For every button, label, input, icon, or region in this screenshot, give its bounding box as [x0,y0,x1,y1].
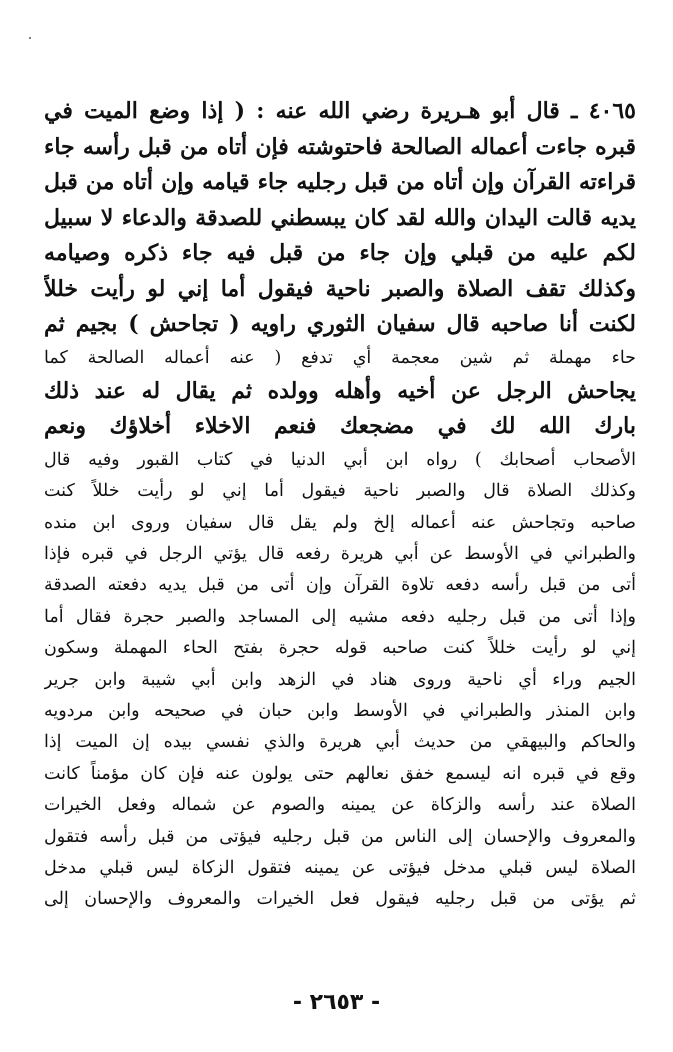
text-line: يديه قالت اليدان والله لقد كان يبسطني للصدقة والدعاء لا سبيل [44,204,636,231]
text-line: أتى من قبل رأسه دفعه تلاوة القرآن وإن أتى من قبل يديه دفعته الصدقة [44,575,636,596]
text-line: لكنت أنا صاحبه قال سفيان الثوري راويه ( تجاحش ) بجيم ثم [44,311,636,337]
text-line: صاحبه وتجاحش عنه أعماله إلخ ولم يقل قال سفيان وروى ابن منده [44,512,636,533]
text-line: والمعروف والإحسان إلى الناس من قبل رجليه فيؤتى من قبل رأسه فتقول [44,826,636,847]
text-line: يجاحش الرجل عن أخيه وأهله وولده ثم يقال له عند ذلك [44,377,636,404]
text-line: ثم يؤتى من قبل رجليه فيقول فعل الخيرات والمعروف والإحسان إلى [44,889,636,910]
text-line: قبره جاءت أعماله الصالحة فاحتوشته فإن أتاه من قبل رأسه جاء [44,133,636,160]
text-line: الصلاة ليس قبلي مدخل فيؤتى عن يمينه فتقول الزكاة ليس قبلي مدخل [44,857,636,878]
text-line: قراءته القرآن وإن أتاه من قبل رجليه جاء قيامه وإن أتاه من قبل [44,169,636,195]
text-line: والطبراني في الأوسط عن أبي هريرة رفعه قال يؤتي الرجل في قبره فإذا [44,544,636,565]
text-line: وابن المنذر والطبراني في الأوسط وابن حبان في صحيحه وابن مردويه [44,701,636,722]
text-line: بارك الله لك في مضجعك فنعم الاخلاء أخلاؤك ونعم [44,413,636,440]
text-line: وكذلك تقف الصلاة والصبر ناحية فيقول أما إني لو رأيت خللاً [44,275,636,302]
text-line: حاء مهملة ثم شين معجمة أي تدفع ( عنه أعماله الصالحة كما [44,347,636,368]
text-line: لكم عليه من قبلي وإن جاء من قبل فيه جاء ذكره وصيامه [44,240,636,266]
text-line: وقع في قبره انه ليسمع خفق نعالهم حتى يولون عنه فإن كان مؤمناً كانت [44,763,636,784]
scan-speck [29,37,31,39]
text-line: الجيم وراء أي ناحية وروى هناد في الزهد وابن أبي شيبة وابن جرير [44,669,636,690]
text-line: والحاكم والبيهقي من حديث أبي هريرة والذي نفسي بيده إن الميت إذا [44,732,636,753]
text-line: وإذا أتى من قبل رجليه دفعه مشيه إلى المساجد والصبر حجرة فقال أما [44,606,636,627]
main-text-block [44,94,636,916]
text-line: إني لو رأيت خللاً كنت صاحبه قوله حجرة بفتح الحاء المهملة وسكون [44,638,636,659]
text-line: الصلاة عند رأسه والزكاة عن يمينه والصوم عن شماله وفعل الخيرات [44,795,636,816]
page-number: - ٢٦٥٣ - [292,990,381,1015]
text-line: ٤٠٦٥ ـ قال أبو هـريرة رضي الله عنه : ( إذا وضع الميت في [44,98,636,124]
text-line: وكذلك الصلاة قال والصبر ناحية فيقول أما إني لو رأيت خللاً كنت [44,481,636,502]
text-line: الأصحاب أصحابك ) رواه ابن أبي الدنيا في كتاب القبور وفيه قال [44,449,636,470]
